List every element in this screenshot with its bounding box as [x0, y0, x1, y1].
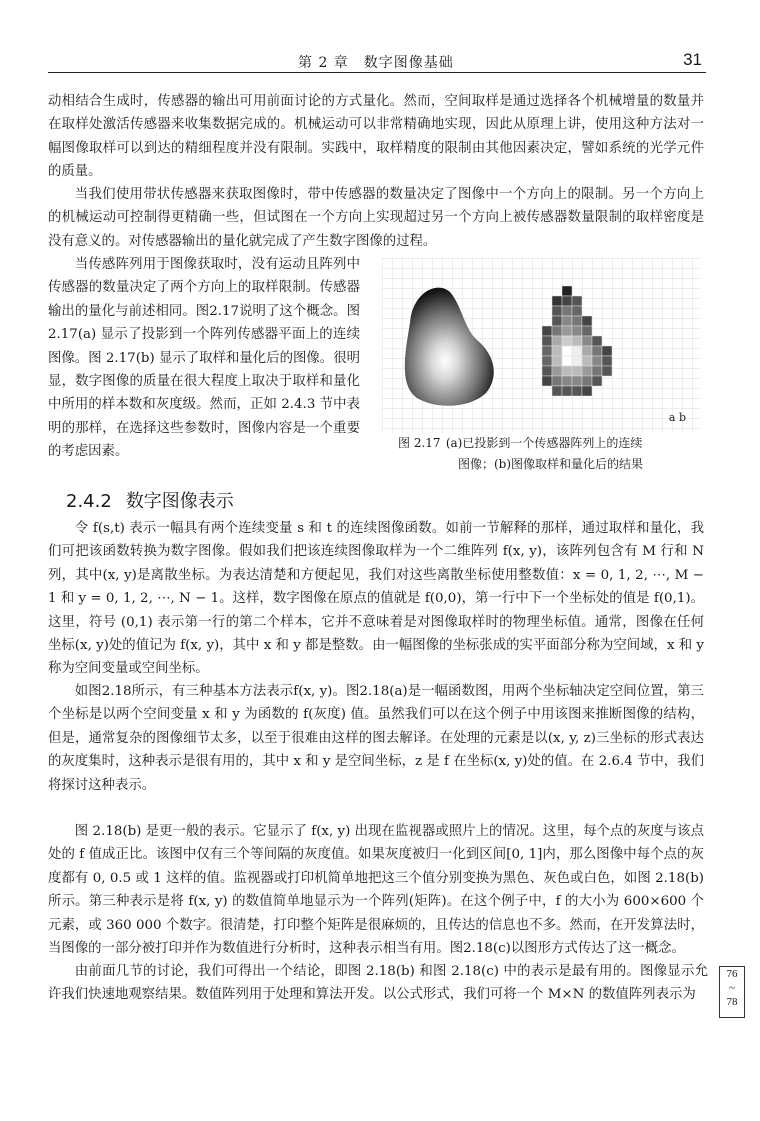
paragraph-1: 动相结合生成时，传感器的输出可用前面讨论的方式量化。然而，空间取样是通过选择各个机械增量的数量并在取样处激活传感器来收集数据完成的。机械运动可以非常精确地实现，因此从原理上讲，使用这种方法对一幅图像取样可以到达的精细程度并没有限制。实践中，取样精度的限制由其他因素决定，譬如系统的光学元件的质量。 — [48, 94, 704, 180]
margin-ref-top: 76 — [726, 968, 738, 980]
page-number: 31 — [683, 50, 702, 69]
paragraph-4: 令 f(s,t) 表示一幅具有两个连续变量 s 和 t 的连续图像函数。如前一节解释的那样，通过取样和量化，我们可把该函数转换为数字图像。假如我们把该连续图像取样为一个二维阵列 f(x, y)，该阵列包含有 M 行和 N 列，其中(x, y)是离散坐标。为表达清楚和方便起见，我们对这些离散坐标使用整数值：x = 0, 1, 2, ⋯, M − 1 和 y = 0, 1, 2, ⋯, N − 1。这样，数字图像在原点的值就是 f(0,0)，第一行中下一个坐标处的值是 f(0,1)。这里，符号 (0,1) 表示第一行的第二个样本，它并不意味着是对图像取样时的物理坐标值。通常，图像在任何坐标(x, y)处的值记为 f(x, y)，其中 x 和 y 都是整数。由一幅图像的坐标张成的实平面部分称为空间域，x 和 y 称为空间变量或空间坐标。 — [48, 521, 704, 677]
paragraph-2: 当我们使用带状传感器来获取图像时，带中传感器的数量决定了图像中一个方向上的限制。另一个方向上的机械运动可控制得更精确一些，但试图在一个方向上实现超过另一个方向上被传感器数量限制的取样密度是没有意义的。对传感器输出的量化就完成了产生数字图像的过程。 — [48, 187, 704, 249]
figure-2-17 — [382, 258, 700, 433]
chapter-title: 第 2 章 数字图像基础 — [298, 55, 454, 71]
section-heading — [66, 487, 234, 513]
paragraph-6: 图 2.18(b) 是更一般的表示。它显示了 f(x, y) 出现在监视器或照片上的情况。这里，每个点的灰度与该点处的 f 值成正比。该图中仅有三个等间隔的灰度值。如果灰度被归一化到区间[0, 1]内，那么图像中每个点的灰度都有 0, 0.5 或 1 这样的值。监视器或打印机简单地把这三个值分别变换为黑色、灰色或白色，如图 2.18(b) 所示。第三种表示是将 f(x, y) 的数值简单地显示为一个阵列(矩阵)。在这个例子中，f 的大小为 600×600 个元素，或 360 000 个数字。很清楚，打印整个矩阵是很麻烦的，且传达的信息也不多。然而，在开发算法时，当图像的一部分被打印并作为数值进行分析时，这种表示相当有用。图2.18(c)以图形方式传达了这一概念。 — [48, 824, 704, 957]
margin-ref-bottom: 78 — [726, 996, 738, 1008]
page-header — [48, 50, 706, 73]
paragraph-7: 由前面几节的讨论，我们可得出一个结论，即图 2.18(b) 和图 2.18(c) 中的表示是最有用的。图像显示允许我们快速地观察结果。数值阵列用于处理和算法开发。以公式形式，我们可将一个 M×N 的数值阵列表示为 — [48, 964, 708, 1003]
section-number: 2.4.2 — [66, 491, 112, 512]
section-title: 数字图像表示 — [125, 491, 234, 512]
paragraph-5: 如图2.18所示，有三种基本方法表示f(x, y)。图2.18(a)是一幅函数图，用两个坐标轴决定空间位置，第三个坐标是以两个空间变量 x 和 y 为函数的 f(灰度) 值。虽然我们可以在这个例子中用该图来推断图像的结构，但是，通常复杂的图像细节太多，以至于很难由这样的图去解译。在处理的元素是以(x, y, z)三坐标的形式表达的灰度集时，这种表示是很有用的，其中 x 和 y 是空间坐标，z 是 f 在坐标(x, y)处的值。在 2.6.4 节中，我们将探讨这种表示。 — [48, 684, 704, 793]
paragraph-3: 当传感阵列用于图像获取时，没有运动且阵列中传感器的数量决定了两个方向上的取样限制。传感器输出的量化与前述相同。图2.17说明了这个概念。图 2.17(a) 显示了投影到一个阵列传感器平面上的连续图像。图 2.17(b) 显示了取样和量化后的图像。很明显，数字图像的质量在很大程度上取决于取样和量化中所用的样本数和灰度级。然而，正如 2.4.3 节中表明的那样，在选择这些参数时，图像内容是一个重要的考虑因素。 — [48, 257, 360, 460]
figure-2-17-image — [382, 258, 700, 433]
margin-page-reference — [719, 966, 745, 1018]
figure-caption — [398, 433, 698, 475]
subfigure-labels: a b — [668, 411, 686, 424]
figure-number: 图 2.17 — [398, 436, 441, 450]
caption-line-1: (a)已投影到一个传感器阵列上的连续 — [445, 436, 643, 450]
margin-ref-mid: ~ — [729, 982, 735, 994]
caption-line-2: 图像；(b)图像取样和量化后的结果 — [458, 457, 644, 471]
